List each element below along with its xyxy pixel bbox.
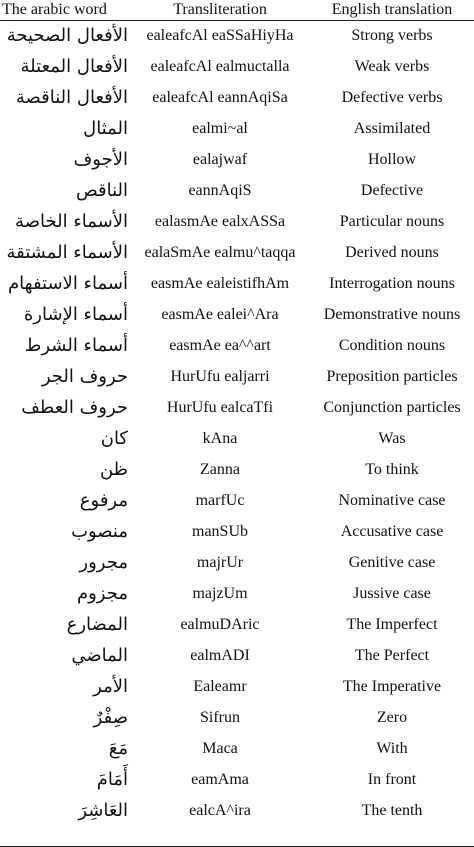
arabic-word-cell: العَاشِرَ: [78, 800, 128, 821]
arabic-word-cell: حروف العطف: [21, 397, 128, 418]
english-translation-cell: Demonstrative nouns: [323, 305, 461, 323]
table-row: [0, 268, 474, 299]
transliteration-cell: ealmADI: [190, 646, 250, 664]
header-transliteration: Transliteration: [130, 0, 310, 20]
english-translation-cell: Defective verbs: [341, 88, 443, 106]
table-row: [0, 733, 474, 764]
english-translation-cell: Defective: [360, 181, 424, 199]
transliteration-cell: Maca: [202, 739, 238, 757]
table-header-row: [0, 0, 474, 20]
transliteration-cell: Ealeamr: [193, 677, 247, 695]
transliteration-cell: ealeafcAl eannAqiSa: [152, 88, 288, 106]
english-translation-cell: Accusative case: [340, 522, 444, 540]
table-row: [0, 113, 474, 144]
header-english-translation: English translation: [310, 0, 474, 20]
table-row: [0, 547, 474, 578]
arabic-word-cell: الأفعال المعتلة: [20, 56, 128, 77]
transliteration-cell: ealeafcAl ealmuctalla: [150, 57, 290, 75]
arabic-word-cell: أسماء الشرط: [24, 335, 128, 356]
english-translation-cell: In front: [367, 770, 417, 788]
english-translation-cell: Jussive case: [353, 584, 431, 602]
transliteration-cell: majzUm: [192, 584, 248, 602]
transliteration-cell: marfUc: [195, 491, 245, 509]
arabic-word-cell: كان: [100, 428, 128, 449]
arabic-word-cell: الأمر: [93, 676, 128, 697]
transliteration-cell: ealaSmAe ealmu^taqqa: [144, 243, 296, 261]
transliteration-cell: easmAe ea^^art: [169, 336, 271, 354]
table-row: [0, 237, 474, 268]
transliteration-cell: eamAma: [191, 770, 249, 788]
arabic-word-cell: أسماء الإشارة: [23, 304, 128, 325]
table-row: [0, 330, 474, 361]
transliteration-cell: ealmi~al: [192, 119, 248, 137]
arabic-word-cell: حروف الجر: [41, 366, 128, 387]
arabic-word-cell: الأسماء المشتقة: [6, 242, 128, 263]
arabic-word-cell: منصوب: [71, 521, 128, 542]
table-row: [0, 516, 474, 547]
english-translation-cell: Preposition particles: [326, 367, 458, 385]
english-translation-cell: Nominative case: [338, 491, 446, 509]
english-translation-cell: The tenth: [361, 801, 423, 819]
table-body: [0, 20, 474, 826]
table-row: [0, 82, 474, 113]
arabic-word-cell: المضارع: [66, 614, 128, 635]
english-translation-cell: Conjunction particles: [323, 398, 461, 416]
arabic-word-cell: مَعَ: [108, 738, 128, 759]
english-translation-cell: Derived nouns: [345, 243, 439, 261]
english-translation-cell: To think: [365, 460, 419, 478]
transliteration-cell: majrUr: [196, 553, 244, 571]
english-translation-cell: The Imperfect: [346, 615, 438, 633]
english-translation-cell: With: [376, 739, 408, 757]
arabic-word-cell: الناقص: [75, 180, 128, 201]
english-translation-cell: Genitive case: [348, 553, 436, 571]
table-row: [0, 640, 474, 671]
english-translation-cell: Hollow: [368, 150, 416, 168]
transliteration-cell: ealcA^ira: [189, 801, 251, 819]
transliteration-cell: easmAe ealeistifhAm: [150, 274, 290, 292]
arabic-word-cell: أَمَامَ: [96, 769, 128, 790]
arabic-word-cell: الماضي: [71, 645, 128, 666]
table-row: [0, 702, 474, 733]
arabic-word-cell: الأجوف: [73, 149, 128, 170]
english-translation-cell: Assimilated: [353, 119, 431, 137]
table-row: [0, 20, 474, 51]
transliteration-cell: HurUfu ealjarri: [170, 367, 270, 385]
arabic-word-cell: الأفعال الناقصة: [15, 87, 128, 108]
english-translation-cell: The Imperative: [342, 677, 442, 695]
transliteration-cell: ealeafcAl eaSSaHiyHa: [146, 26, 294, 44]
transliteration-cell: ealasmAe ealxASSa: [154, 212, 286, 230]
transliteration-cell: Sifrun: [200, 708, 240, 726]
english-translation-cell: Particular nouns: [339, 212, 445, 230]
english-translation-cell: Zero: [376, 708, 408, 726]
arabic-word-cell: الأسماء الخاصة: [15, 211, 128, 232]
table-row: [0, 764, 474, 795]
english-translation-cell: Condition nouns: [338, 336, 446, 354]
english-translation-cell: Was: [378, 429, 406, 447]
transliteration-cell: ealmuDAric: [180, 615, 260, 633]
table-row: [0, 361, 474, 392]
table-row: [0, 423, 474, 454]
table-row: [0, 144, 474, 175]
arabic-word-cell: مجزوم: [76, 583, 128, 604]
table-row: [0, 299, 474, 330]
arabic-word-cell: مرفوع: [79, 490, 128, 511]
table-row: [0, 392, 474, 423]
english-translation-cell: The Perfect: [354, 646, 430, 664]
english-translation-cell: Interrogation nouns: [329, 274, 455, 292]
table-row: [0, 671, 474, 702]
table-row: [0, 485, 474, 516]
table-row: [0, 578, 474, 609]
transliteration-cell: kAna: [202, 429, 238, 447]
table-row: [0, 206, 474, 237]
arabic-word-cell: صِفْرٌ: [93, 707, 128, 728]
transliteration-cell: manSUb: [192, 522, 248, 540]
arabic-word-cell: الأفعال الصحيحة: [6, 25, 128, 47]
table-row: [0, 51, 474, 82]
arabic-word-cell: أسماء الاستفهام: [8, 273, 128, 294]
table-row: [0, 454, 474, 485]
transliteration-cell: easmAe ealei^Ara: [161, 305, 279, 323]
header-arabic-word: The arabic word: [0, 0, 130, 20]
table-row: [0, 609, 474, 640]
arabic-word-cell: مجرور: [79, 552, 128, 573]
arabic-word-cell: ظن: [99, 459, 128, 480]
transliteration-cell: HurUfu ealcaTfi: [166, 398, 274, 416]
table-row: [0, 795, 474, 826]
table-row: [0, 175, 474, 206]
transliteration-cell: eannAqiS: [188, 181, 252, 199]
transliteration-cell: ealajwaf: [192, 150, 248, 168]
english-translation-cell: Weak verbs: [354, 57, 430, 75]
transliteration-cell: Zanna: [200, 460, 240, 478]
arabic-word-cell: المثال: [83, 118, 128, 139]
english-translation-cell: Strong verbs: [351, 26, 433, 44]
